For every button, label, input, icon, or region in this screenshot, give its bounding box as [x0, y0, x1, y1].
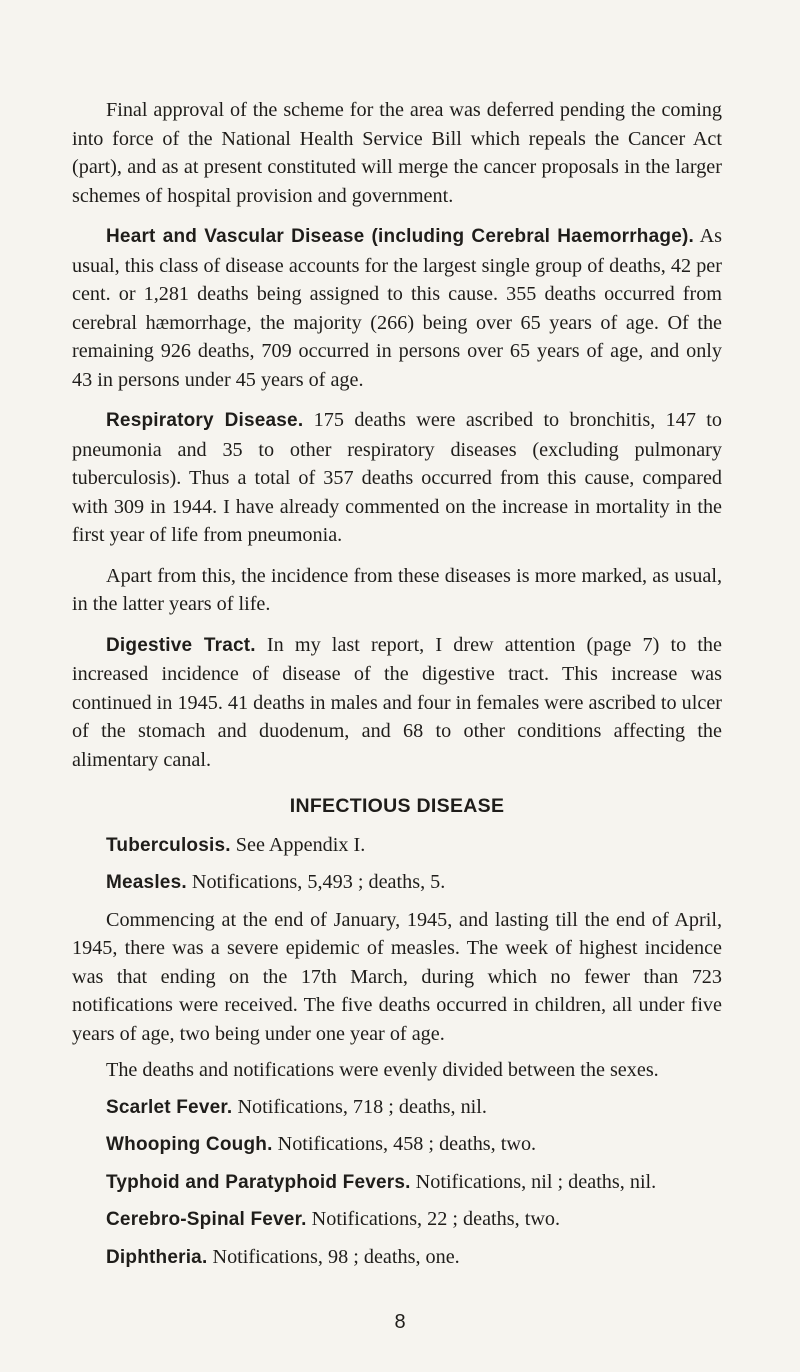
text-cerebro-spinal: Notifications, 22 ; deaths, two. — [306, 1208, 561, 1230]
text-tuberculosis: See Appendix I. — [230, 833, 366, 856]
text-heart-disease: As usual, this class of disease accounts for the largest single group of deaths, 42 per cent. or 1,281 deaths being assigned to this cause. 355 deaths occurred from cerebral hæmorrhage, the majority (266) being over 65 years of age. Of the remaining 926 deaths, 709 occurred in persons over 65 years of age, and only 43 in persons under 45 years of age. — [72, 225, 722, 391]
paragraph-cancer-scheme: Final approval of the scheme for the area was deferred pending the coming into force of the National Health Service Bill which repeals the Cancer Act (part), and as at present constituted will merge the cancer proposals in the larger schemes of hospital provision and government. — [72, 99, 722, 207]
heading-tuberculosis: Tuberculosis. — [106, 834, 231, 856]
paragraph-respiratory-disease — [72, 406, 722, 550]
text-respiratory-disease: 175 deaths were ascribed to bronchitis, 147 to pneumonia and 35 to other respiratory diseases (excluding pulmonary tuberculosis). Thus a total of 357 deaths occurred from this cause, compared with 309 in 1944. I have already commented on the increase in mortality in the first year of life from pneumonia. — [72, 409, 722, 546]
text-scarlet-fever: Notifications, 718 ; deaths, nil. — [232, 1095, 487, 1118]
paragraph-heart-disease — [72, 222, 722, 394]
heading-heart-disease: Heart and Vascular Disease (including Cerebral Haemorrhage). — [106, 226, 694, 247]
paragraph-whooping-cough — [72, 1130, 722, 1160]
heading-digestive-tract: Digestive Tract. — [106, 634, 256, 656]
paragraph-diphtheria — [72, 1243, 722, 1273]
section-title-infectious-disease: INFECTIOUS DISEASE — [289, 795, 505, 817]
paragraph-digestive-tract — [72, 631, 722, 775]
text-digestive-tract: In my last report, I drew attention (page 7) to the increased incidence of disease of the digestive tract. This increase was continued in 1945. 41 deaths in males and four in females were ascribed to ulcer of the stomach and duodenum, and 68 to other conditions affecting the alimentary canal. — [72, 633, 722, 771]
paragraph-measles — [72, 868, 722, 898]
paragraph-tuberculosis — [72, 831, 722, 861]
paragraph-measles-epidemic: Commencing at the end of January, 1945, and lasting till the end of April, 1945, there was a severe epidemic of measles. The week of highest incidence was that ending on the 17th March, during which no fewer than 723 notifications were received. The five deaths occurred in children, all under five years of age, two being under one year of age. — [72, 908, 722, 1045]
heading-cerebro-spinal: Cerebro-Spinal Fever. — [106, 1209, 307, 1230]
heading-diphtheria: Diphtheria. — [106, 1246, 208, 1268]
heading-measles: Measles. — [106, 872, 187, 893]
heading-typhoid: Typhoid and Paratyphoid Fevers. — [106, 1171, 411, 1193]
text-typhoid: Notifications, nil ; deaths, nil. — [410, 1170, 657, 1193]
paragraph-cerebro-spinal — [72, 1205, 722, 1235]
document-page — [72, 96, 722, 1280]
paragraph-typhoid — [72, 1168, 722, 1198]
text-whooping-cough: Notifications, 458 ; deaths, two. — [272, 1133, 537, 1155]
paragraph-apart: Apart from this, the incidence from these diseases is more marked, as usual, in the latter years of life. — [72, 564, 722, 615]
heading-whooping-cough: Whooping Cough. — [106, 1134, 273, 1155]
paragraph-scarlet-fever — [72, 1093, 722, 1123]
heading-scarlet-fever: Scarlet Fever. — [106, 1096, 233, 1118]
text-diphtheria: Notifications, 98 ; deaths, one. — [207, 1245, 460, 1268]
page-number: 8 — [394, 1311, 406, 1333]
text-measles: Notifications, 5,493 ; deaths, 5. — [186, 871, 446, 893]
paragraph-measles-sexes: The deaths and notifications were evenly divided between the sexes. — [106, 1059, 659, 1081]
heading-respiratory-disease: Respiratory Disease. — [106, 410, 304, 431]
